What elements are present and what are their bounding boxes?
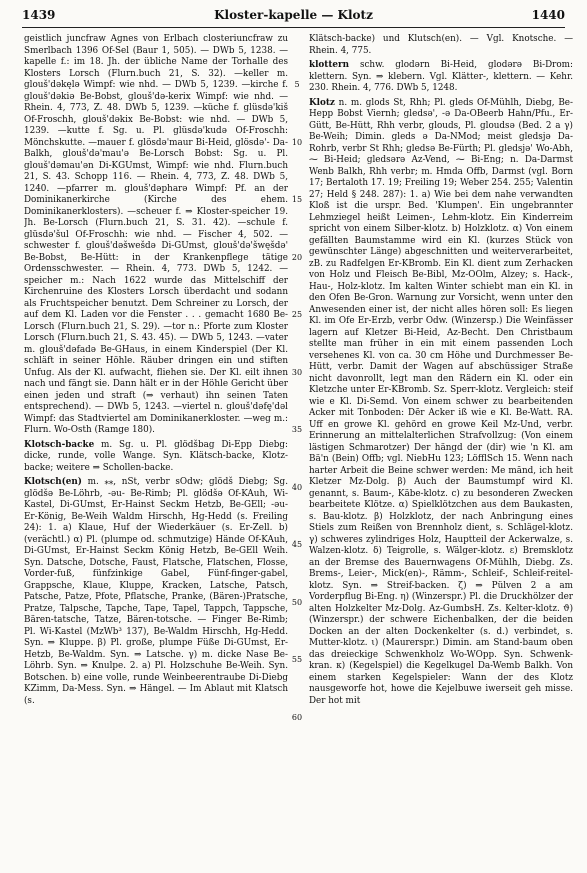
- line-number: 50: [291, 597, 303, 607]
- dictionary-entry: [309, 98, 573, 708]
- entry-text: m. Sg. u. Pl. glödšbag Di-Epp Diebg: dicke, runde, volle Wange. Syn. Klätsch-backe, Klotz-backe; weitere ⇒ Schollen-backe.: [24, 439, 288, 473]
- line-numbers: [287, 34, 307, 864]
- line-number: 25: [291, 310, 303, 319]
- line-number: 20: [291, 252, 303, 262]
- line-number: 15: [291, 195, 303, 204]
- line-number: 5: [294, 80, 300, 89]
- dictionary-entry: [24, 477, 288, 707]
- line-number: 45: [291, 540, 303, 549]
- header-rule: [22, 27, 565, 28]
- entry-text: geistlich juncfraw Agnes von Erlbach closteriuncfraw zu Smerlbach 1396 Of-Sel (Baur 1, 505). — DWb 5, 1238. —kapelle f.: im 18. Jh. der übliche Name der Torhalle des Klosters Lorsch (Flurn.buch 21, S. 32). —keller m. glouš'dǝkęlǝ Wimpf: wie nhd. — DWb 5, 1239. —kirche f. glouš'dǝkiǝ Be-Bobst, glouš'dǝ-kerix Wimpf: wie nhd. — Rhein. 4, 773, Z. 48. DWb 5, 1239. —küche f. glüsdǝ'kiš Of-Froschh, glouš'dǝkix Be-Bobst: wie nhd. — DWb 5, 1239. —kutte f. Sg. u. Pl. glüsdǝ'kudǝ Of-Froschh: Mönchskutte. —mauer f. glösdǝ'maur Bi-Heid, glösdǝ'- Da-Balkh, glouš'dǝ'mau'ǝ Be-Lorsch Bobst: Sg. u. Pl. glouš'dǝmau'ǝn Di-KGUmst, Wimpf: wie nhd. Flurn.buch 21, S. 43. Schopp 116. — Rhein. 4, 773, Z. 48. DWb 5, 1240. —pfarrer m. glouš'dǝpharǝ Wimpf: Pf. an der Dominikanerkirche (Kirche des ehem. Dominikanerklosters). —scheuer f. ⇒ Kloster-speicher 19. Jh. Be-Lorsch (Flurn.buch 21, S. 31. 42). —schule f. glüsdǝ'šul Of-Froschh: wie nhd. — Fischer 4, 502. —schwester f. glouš'dǝšwešdǝ Di-GUmst, glouš'dǝ'šwęšdǝ' Be-Bobst, Be-Hütt: in der Krankenpflege tätige Ordensschwester. — Rhein. 4, 773. DWb 5, 1242. —speicher m.: Nach 1622 wurde das Mittelschiff der Kirchenruine des Klosters Lorsch überdacht und sodann als Fruchtspeicher benutzt. Dem Schreiner zu Lorsch, der auf dem Kl. Laden vor die Fenster . . . gemacht 1680 Be-Lorsch (Flurn.buch 21, S. 29). —tor n.: Pforte zum Kloster Lorsch (Flurn.buch 21, S. 43. 45). — DWb 5, 1243. —vater m. glouš'dǝfadǝ Be-GHaus, in einem Kinderspiel (Der Kl. schläft in seiner Höhle. Räuber dringen ein und stiften Unfug. Als der Kl. aufwacht, fliehen sie. Der Kl. eilt ihnen nach und fängt sie. Dann hält er in der Höhle Gericht über einen jeden und straft (⇒ verhaut) ihn seinen Taten entsprechend). — DWb 5, 1243. —viertel n. glouš'dǝfę'dǝl Wimpf: das Stadtviertel am Dominikanerkloster. —weg m.: Flurn. Wo-Osth (Ramge 180).: [24, 34, 288, 435]
- line-number: 55: [291, 655, 303, 664]
- entry-headword: Klotsch-backe: [24, 439, 95, 450]
- page-number-right: 1440: [531, 8, 565, 22]
- line-number: 30: [291, 367, 303, 377]
- right-column: [309, 34, 573, 864]
- line-number: 60: [291, 712, 303, 722]
- entry-text: m. ⁎⁎, nSt, verbr sOdw; glödš Diebg; Sg. glödšǝ Be-Löhrb, -ǝu- Be-Rimb; Pl. glödšǝ Of-KAuh, Wi-Kastel, Di-GUmst, Er-Hainst Seckm Hetzb, Be-GEll; -ǝu- Er-König, Be-Weih Waldm Hirschh, Hg-Hedd (s. Freiling 24): 1. a) Klaue, Huf der Wiederkäuer (s. Er-Zell. b) (verächtl.) α) Pl. (plumpe od. schmutzige) Hände Of-KAuh, Di-GUmst, Er-Hainst Seckm König Hetzb, Be-GEll Weih. Syn. Datsche, Dotsche, Faust, Flatsche, Flatschen, Flosse, Vorder-fuß, fünfzinkige Gabel, Fünf-finger-gabel, Grappsche, Klaue, Kluppe, Kracken, Latsche, Patsch, Patsche, Patze, Pfote, Pflatsche, Pranke, (Bären-)Pratsche, Pratze, Talpsche, Tapche, Tape, Tapel, Tappch, Tappsche, Bären-tatsche, Tatze, Bären-totsche. — Finger Be-Rimb; Pl. Wi-Kastel (MzWb³ 137), Be-Waldm Hirschh, Hg-Hedd. Syn. ⇒ Kluppe. β) Pl. große, plumpe Füße Di-GUmst, Er-Hetzb, Be-Waldm. Syn. ⇒ Latsche. γ) m. dicke Nase Be-Löhrb. Syn. ⇒ Knulpe. 2. a) Pl. Holzschuhe Be-Weih. Syn. Botschen. b) eine volle, runde Weinbeerentraube Di-Diebg KZimm, Da-Mess. Syn. ⇒ Hängel. — Im Ablaut mit Klatsch (s.: [24, 477, 288, 706]
- line-number: 35: [291, 425, 303, 434]
- line-number: 10: [291, 137, 303, 147]
- dictionary-entry: [24, 440, 288, 475]
- left-column: [24, 34, 288, 864]
- entry-headword: Klotsch(en): [24, 477, 82, 487]
- entry-text: n. m. glods St, Rhh; Pl. gleds Of-Mühlh, Diebg, Be-Hepp Bobst Viernh; gledsǝ', -ǝ Da-OBeerb Hahn/Pfu., Er-Gütt, Be-Hütt, Rhh verbr, glouds, Pl. gloudsǝ (Bed. 2 a γ) Be-Weih; Dimin. gleds ǝ Da-NMod; meist gledsjǝ Da-Rohrb, verbr St Rhh; gledsǝ Be-Fürth; Pl. gledsjǝ' Wo-Abh, ⁓ Bi-Heid; gledsǝrǝ Az-Vend, ⁓ Bi-Eng; n. Da-Darmst Wenb Balkh, Rhh verbr; m. Hmda Offb, Darmst (vgl. Born 17; Bertaloth 17. 19; Freiling 19; Weber 254. 255; Valentin 27; Held § 248. 287): 1. a) Wie bei dem nahe verwandten Kloß ist die urspr. Bed. 'Klumpen'. Ein ungebrannter Lehmziegel heißt Leimen-, Lehm-klotz. Ein Kinderreim spricht von einem Silber-klotz. b) Holzklotz. α) Von einem gefällten Baumstamme wird ein Kl. (kurzes Stück von gewünschter Länge) abgeschnitten und weiterverarbeitet, zB. zu Radfelgen Er-KBromb. Ein Kl. dient zum Zerhacken von Holz und Fleisch Be-Bibl, Mz-OOlm, Alzey; s. Hack-, Hau-, Holz-klotz. Im kalten Winter schiebt man ein Kl. in den Ofen Be-Gron. Warnung zur Vorsicht, wenn unter den Anwesenden einer ist, der nicht alles hören soll: Es liegen Kl. im Ofe Er-Erzb, verbr Odw. (Winzersp.) Die Weinfässer lagern auf Kletzer Bi-Heid, Az-Becht. Den Christbaum stellte man früher in ein mit einem passenden Loch versehenes Kl. von ca. 30 cm Höhe und Durchmesser Be-Hütt, verbr. Damit der Wagen auf abschüssiger Straße nicht davonrollt, legt man den Rädern ein Kl. oder ein Kletzche unter Er-KBromb. Sz. Sperr-klotz. Vergleich: steif wie e Kl. Di-Semd. Von einem schwer zu bearbeitenden Acker mit Tonboden: Dēr Acker iß wie e Kl. Be-Watt. RA. Uff en growe Kl. gehörd en growe Keil Mz-Und, verbr. Erinnerung an mittelalterlichen Strafvollzug: (Von einem lästigen Schmarotzer) Der hängd der (dir) wie 'n Kl. am Bä'n (Bein) Offb; vgl. NiebHu 123; LöfflSch 15. Wenn nach harter Arbeit die Beine schwer werden: Me mānd, ich heit Kletzer Mz-Dolg. β) Auch der Baumstumpf wird Kl. genannt, s. Baum-, Käbe-klotz. c) zu besonderen Zwecken bearbeitete Klötze. α) Spielklötzchen aus dem Baukasten, s. Bau-klotz. β) Holzklotz, der nach Anbringung eines Stiels zum Reißen von Brennholz dient, s. Schlägel-klotz. γ) schweres zylindriges Holz, Hauptteil der Ackerwalze, s. Walzen-klotz. δ) Teigrolle, s. Wälger-klotz. ε) Bremsklotz an der Bremse des Bauernwagens Of-Mühlh, Diebg. Zs. Brems-, Leier-, Mick(en)-, Rämm-, Schleif-, Schleif-reitel-klotz. Syn. ⇒ Streif-backen. ζ) ⇒ Pülven 2 a am Vorderpflug Bi-Eng. η) (Winzerspr.) Pl. die Druckhölzer der alten Holzkelter Mz-Dolg. Az-GumbsH. Zs. Kelter-klotz. ϑ) (Winzerspr.) der schwere Eichenbalken, der die beiden Docken an der alten Dockenkelter (s. d.) verbindet, s. Mutter-klotz. ι) (Maurerspr.) Dimin. am Stand-baum oben das dreieckige Schwenkholz Wo-WOpp. Syn. Schwenk-kran. κ) (Kegelspiel) die Kegelkugel Da-Wemb Balkh. Von einem starken Kegelspieler: Wann der des Klotz nausgeworfe hot, howe die Kejelbuwe iwerseit geh misse. Der hot mit: [309, 97, 573, 706]
- page-header: [22, 8, 565, 26]
- entry-text: Klätsch-backe) und Klutsch(en). — Vgl. Knotsche. — Rhein. 4, 775.: [309, 34, 573, 56]
- entry-continuation: [309, 34, 573, 57]
- line-number: 40: [291, 482, 303, 492]
- entry-continuation: [24, 34, 288, 437]
- entry-headword: klottern: [309, 60, 350, 70]
- entry-headword: Klotz: [309, 97, 335, 108]
- dictionary-entry: [309, 60, 573, 95]
- page-number-left: 1439: [22, 8, 56, 22]
- running-title: Kloster-kapelle — Klotz: [214, 8, 373, 22]
- entry-text: schw. glodǝrn Bi-Heid, glodǝrǝ Bi-Drom: klettern. Syn. ⇒ klebern. Vgl. Klätter-, klettern. — Kehr. 230. Rhein. 4, 776. DWb 5, 1248.: [309, 60, 573, 93]
